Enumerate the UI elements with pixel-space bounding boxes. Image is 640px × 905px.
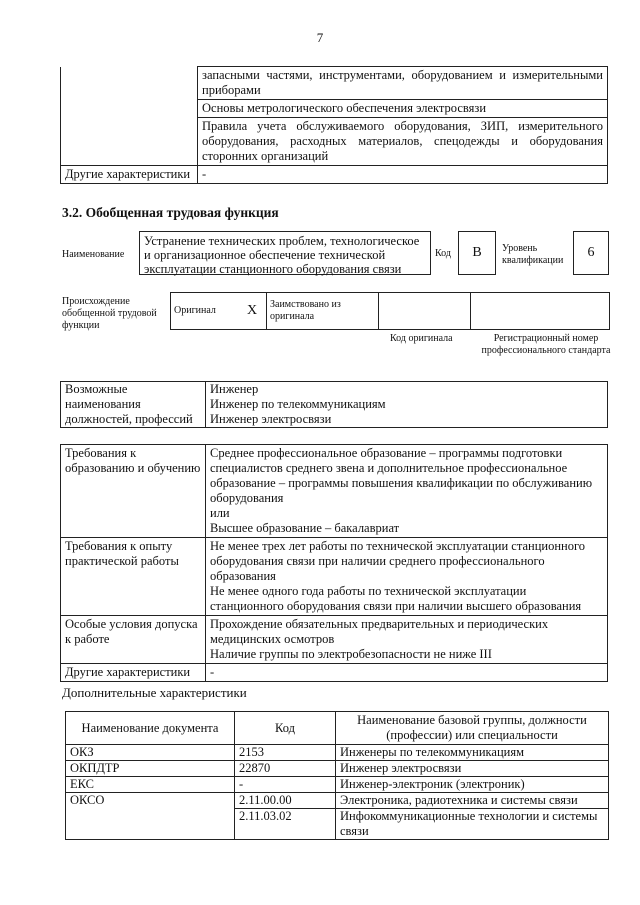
origin-original-cell [170,292,266,330]
requirement-line: Высшее образование – бакалавриат [210,521,400,535]
level-label: Уровень квалификации [502,243,564,266]
table-row [66,793,609,809]
function-code-box: B [458,231,496,275]
extra-table [65,711,609,840]
table-cell-value: - [198,166,608,184]
cell-name: Электроника, радиотехника и системы связи [336,793,609,809]
requirement-value [206,616,608,664]
qualification-level-box: 6 [573,231,609,275]
requirement-line: Среднее профессиональное образование – программы подготовки специалистов среднего звена и дополнительное профессиональное образование – программы повышения квалификации по обслуживанию оборудования [210,446,593,505]
positions-values [206,382,608,428]
cell-code: 22870 [235,761,336,777]
table-row [61,664,608,682]
cell-code: 2153 [235,745,336,761]
cell-name: Инженер-электроник (электроник) [336,777,609,793]
table-cell-label [61,67,198,166]
origin-borrowed-cell [266,292,378,330]
page-number: 7 [316,30,324,45]
table-row [66,777,609,793]
positions-table [60,381,608,428]
table-row [61,382,608,428]
requirement-line: Наличие группы по электробезопасности не ниже III [210,647,492,661]
requirement-line: Не менее одного года работы по технической эксплуатации станционного оборудования связи при наличии высшего образования [210,584,582,613]
original-label: Оригинал [174,305,216,316]
table-cell-value: Основы метрологического обеспечения электросвязи [198,100,608,118]
section-title: 3.2. Обобщенная трудовая функция [62,205,279,220]
table-row [61,445,608,538]
requirement-value [206,538,608,616]
table-row [61,166,608,184]
requirement-value [206,445,608,538]
extra-characteristics-title: Дополнительные характеристики [62,685,247,700]
code-original-caption: Код оригинала [390,333,453,344]
continuation-table [60,66,608,184]
code-label: Код [435,248,451,259]
table-row [61,538,608,616]
position-item: Инженер [210,382,259,396]
origin-label: Происхождение обобщенной трудовой функции [62,296,157,331]
cell-code: 2.11.00.00 [235,793,336,809]
cell-doc: ОКПДТР [66,761,235,777]
header-name: Наименование базовой группы, должности (профессии) или специальности [336,712,609,745]
position-item: Инженер электросвязи [210,412,332,426]
header-code: Код [235,712,336,745]
cell-name: Инженеры по телекоммуникациям [336,745,609,761]
cell-code: - [235,777,336,793]
header-doc: Наименование документа [66,712,235,745]
requirement-label: Особые условия допуска к работе [61,616,206,664]
table-row [61,67,608,100]
table-header-row [66,712,609,745]
table-row [61,616,608,664]
table-cell-value: Правила учета обслуживаемого оборудования, ЗИП, измерительного оборудования, расходных материалов, спецодежды и оборудования сторонних организаций [198,118,608,166]
origin-row [170,292,610,330]
requirements-table [60,444,608,682]
table-row [66,761,609,777]
reg-number-caption: Регистрационный номер профессионального стандарта [481,333,611,356]
cell-doc: ОКЗ [66,745,235,761]
borrowed-label: Заимствовано из оригинала [270,299,341,322]
cell-doc: ЕКС [66,777,235,793]
requirement-line: Прохождение обязательных предварительных и периодических медицинских осмотров [210,617,549,646]
position-item: Инженер по телекоммуникациям [210,397,386,411]
requirement-label: Требования к образованию и обучению [61,445,206,538]
cell-doc: ОКСО [66,793,235,840]
requirement-line: или [210,506,230,520]
requirement-label: Другие характеристики [61,664,206,682]
name-label: Наименование [62,249,125,260]
origin-reg-cell [470,292,610,330]
cell-name: Инфокоммуникационные технологии и системы связи [336,809,609,840]
requirement-line: Не менее трех лет работы по технической эксплуатации станционного оборудования связи при наличии среднего профессионального образования [210,539,586,583]
cell-name: Инженер электросвязи [336,761,609,777]
original-mark: X [247,303,258,318]
table-cell-label: Другие характеристики [61,166,198,184]
cell-code: 2.11.03.02 [235,809,336,840]
origin-code-cell [378,292,470,330]
function-name-box: Устранение технических проблем, технологическое и организационное обеспечение технической эксплуатации станционного оборудования связи [139,231,431,275]
table-cell-value: запасными частями, инструментами, оборудованием и измерительными приборами [198,67,608,100]
requirement-value: - [206,664,608,682]
positions-label: Возможные наименования должностей, профессий [61,382,206,428]
requirement-label: Требования к опыту практической работы [61,538,206,616]
table-row [66,745,609,761]
